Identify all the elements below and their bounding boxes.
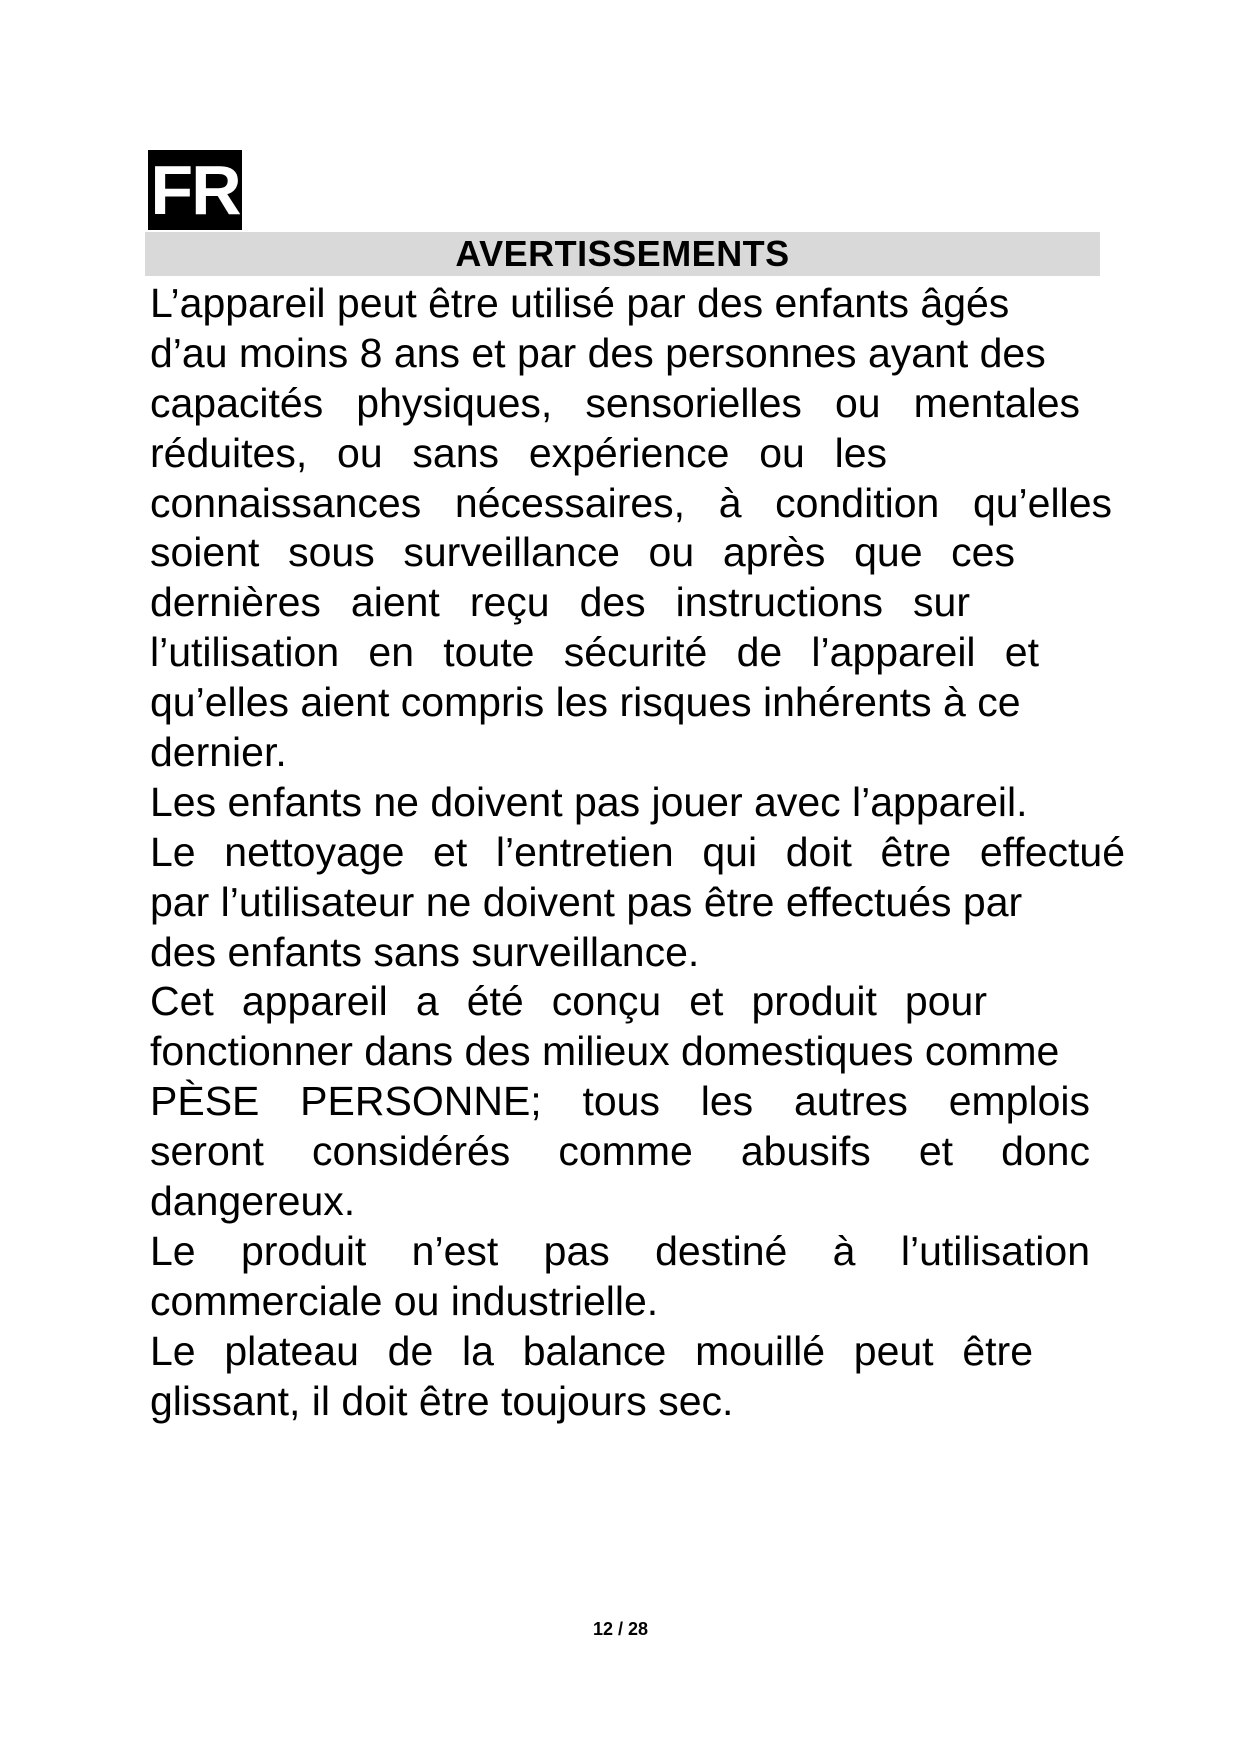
text-line: Le produit n’est pas destiné à l’utilisation — [150, 1227, 1090, 1274]
text-line: dernières aient reçu des instructions sur — [150, 579, 970, 626]
text-line: seront considérés comme abusifs et donc — [150, 1128, 1090, 1175]
text-line: commerciale ou industrielle. — [150, 1277, 659, 1324]
text-line: dangereux. — [150, 1178, 356, 1225]
text-line: dernier. — [150, 729, 287, 776]
text-line: Le nettoyage et l’entretien qui doit être effectué — [150, 828, 1125, 875]
text-line: Cet appareil a été conçu et produit pour — [150, 978, 987, 1025]
text-line: soient sous surveillance ou après que ces — [150, 529, 1015, 576]
text-line: Les enfants ne doivent pas jouer avec l’appareil. — [150, 778, 1028, 825]
text-line: réduites, ou sans expérience ou les — [150, 429, 887, 476]
section-title: AVERTISSEMENTS — [145, 232, 1100, 276]
text-line: connaissances nécessaires, à condition qu’elles — [150, 479, 1112, 526]
language-badge: FR — [148, 150, 242, 230]
text-line: d’au moins 8 ans et par des personnes ayant des — [150, 329, 1046, 376]
page-number: 12 / 28 — [592, 1619, 649, 1639]
text-line: glissant, il doit être toujours sec. — [150, 1377, 734, 1424]
text-line: qu’elles aient compris les risques inhérents à ce — [150, 679, 1021, 726]
text-line: capacités physiques, sensorielles ou mentales — [150, 379, 1080, 426]
warnings-text — [150, 279, 1140, 1426]
text-line: par l’utilisateur ne doivent pas être effectués par — [150, 878, 1023, 925]
text-line: Le plateau de la balance mouillé peut être — [150, 1327, 1033, 1374]
text-line: des enfants sans surveillance. — [150, 928, 700, 975]
text-line: PÈSE PERSONNE; tous les autres emplois — [150, 1078, 1090, 1125]
text-line: l’utilisation en toute sécurité de l’appareil et — [150, 629, 1039, 676]
text-line: fonctionner dans des milieux domestiques comme — [150, 1028, 1060, 1075]
text-line: L’appareil peut être utilisé par des enfants âgés — [150, 280, 1010, 326]
